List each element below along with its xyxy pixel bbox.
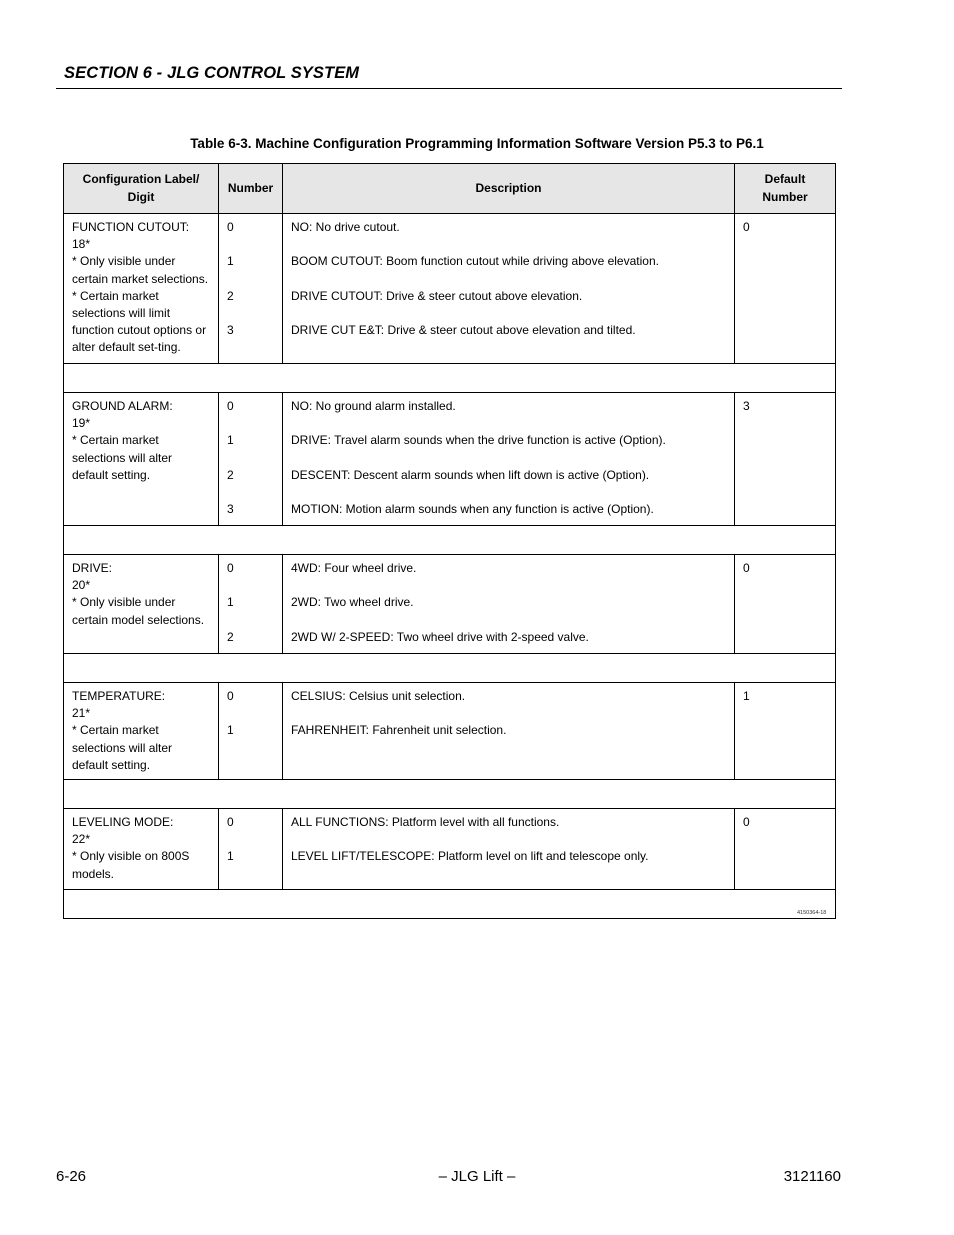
config-label-title: FUNCTION CUTOUT:: [72, 220, 190, 234]
section-title: SECTION 6 - JLG CONTROL SYSTEM: [64, 64, 360, 82]
column-header-number: Number: [219, 164, 283, 214]
option-description: DRIVE CUTOUT: Drive & steer cutout above elevation.: [291, 288, 583, 303]
option-description: LEVEL LIFT/TELESCOPE: Platform level on lift and telescope only.: [291, 849, 649, 864]
option-number: 0: [227, 815, 234, 830]
description-cell: [283, 683, 735, 780]
option-number: 0: [227, 561, 234, 575]
option-description: FAHRENHEIT: Fahrenheit unit selection.: [291, 723, 507, 738]
config-digit: 18*: [72, 237, 91, 252]
option-description: CELSIUS: Celsius unit selection.: [291, 689, 466, 703]
document-number: 3121160: [783, 1168, 841, 1185]
option-number: 1: [227, 849, 234, 864]
description-cell: [283, 214, 735, 364]
config-note: * Only visible on 800S models.: [72, 849, 190, 881]
config-note: * Certain market selections will alter default setting.: [72, 723, 173, 772]
option-number: 1: [227, 433, 234, 448]
spacer-row: [64, 654, 836, 683]
default-cell: 0: [735, 809, 836, 890]
spacer-row: [64, 780, 836, 809]
header-rule: [56, 88, 842, 89]
page-number: 6-26: [56, 1168, 87, 1185]
config-digit: 20*: [72, 578, 91, 593]
config-note: * Only visible under certain market selections.: [72, 254, 209, 286]
option-number: 3: [227, 322, 234, 337]
option-description: MOTION: Motion alarm sounds when any function is active (Option).: [291, 501, 654, 516]
figure-id: 4150364-18: [797, 910, 827, 916]
config-label-cell: [64, 555, 219, 654]
description-cell: [283, 809, 735, 890]
option-number: 2: [227, 629, 234, 644]
option-number: 1: [227, 723, 234, 738]
default-cell: 0: [735, 555, 836, 654]
table-caption: Table 6-3. Machine Configuration Programming Information Software Version P5.3 to P6.1: [190, 136, 764, 151]
spacer-row: [64, 364, 836, 393]
config-digit: 22*: [72, 832, 91, 847]
option-number: 0: [227, 399, 234, 413]
option-description: DESCENT: Descent alarm sounds when lift down is active (Option).: [291, 467, 650, 482]
option-description: 2WD: Two wheel drive.: [291, 595, 414, 610]
config-label-title: GROUND ALARM:: [72, 399, 173, 413]
number-cell: [219, 683, 283, 780]
column-header-label: Configuration Label/ Digit: [64, 164, 219, 214]
option-description: NO: No ground alarm installed.: [291, 399, 456, 413]
option-description: 2WD W/ 2-SPEED: Two wheel drive with 2-speed valve.: [291, 629, 589, 644]
config-note: * Only visible under certain model selections.: [72, 595, 205, 627]
spacer-row: [64, 526, 836, 555]
number-cell: [219, 809, 283, 890]
option-number: 1: [227, 595, 234, 610]
option-number: 0: [227, 689, 234, 703]
config-label-cell: [64, 214, 219, 364]
config-label-title: DRIVE:: [72, 561, 113, 575]
description-cell: [283, 393, 735, 526]
number-cell: [219, 214, 283, 364]
footer-center-text: – JLG Lift –: [438, 1168, 516, 1185]
table-row: [64, 555, 836, 654]
config-digit: 21*: [72, 706, 91, 721]
config-note: * Certain market selections will limit function cutout options or alter default set-ting.: [72, 288, 207, 355]
config-digit: 19*: [72, 416, 91, 431]
option-number: 3: [227, 501, 234, 516]
config-label-cell: [64, 393, 219, 526]
option-description: ALL FUNCTIONS: Platform level with all functions.: [291, 815, 560, 830]
default-cell: 3: [735, 393, 836, 526]
config-label-title: TEMPERATURE:: [72, 689, 166, 703]
column-header-default: Default Number: [735, 164, 836, 214]
option-description: DRIVE CUT E&T: Drive & steer cutout above elevation and tilted.: [291, 322, 636, 337]
config-label-cell: [64, 683, 219, 780]
table-row: [64, 809, 836, 890]
config-label-title: LEVELING MODE:: [72, 815, 174, 830]
number-cell: [219, 393, 283, 526]
option-description: BOOM CUTOUT: Boom function cutout while driving above elevation.: [291, 254, 659, 269]
configuration-table: [63, 163, 836, 919]
config-label-cell: [64, 809, 219, 890]
number-cell: [219, 555, 283, 654]
option-description: DRIVE: Travel alarm sounds when the drive function is active (Option).: [291, 433, 666, 448]
option-number: 2: [227, 467, 234, 482]
spacer-row: [64, 890, 836, 919]
default-cell: 0: [735, 214, 836, 364]
table-row: [64, 214, 836, 364]
table-row: [64, 393, 836, 526]
config-note: * Certain market selections will alter default setting.: [72, 433, 173, 482]
option-number: 1: [227, 254, 234, 269]
table-row: [64, 683, 836, 780]
option-description: 4WD: Four wheel drive.: [291, 561, 417, 575]
option-number: 2: [227, 288, 234, 303]
description-cell: [283, 555, 735, 654]
option-description: NO: No drive cutout.: [291, 220, 400, 234]
option-number: 0: [227, 220, 234, 234]
column-header-description: Description: [283, 164, 735, 214]
default-cell: 1: [735, 683, 836, 780]
